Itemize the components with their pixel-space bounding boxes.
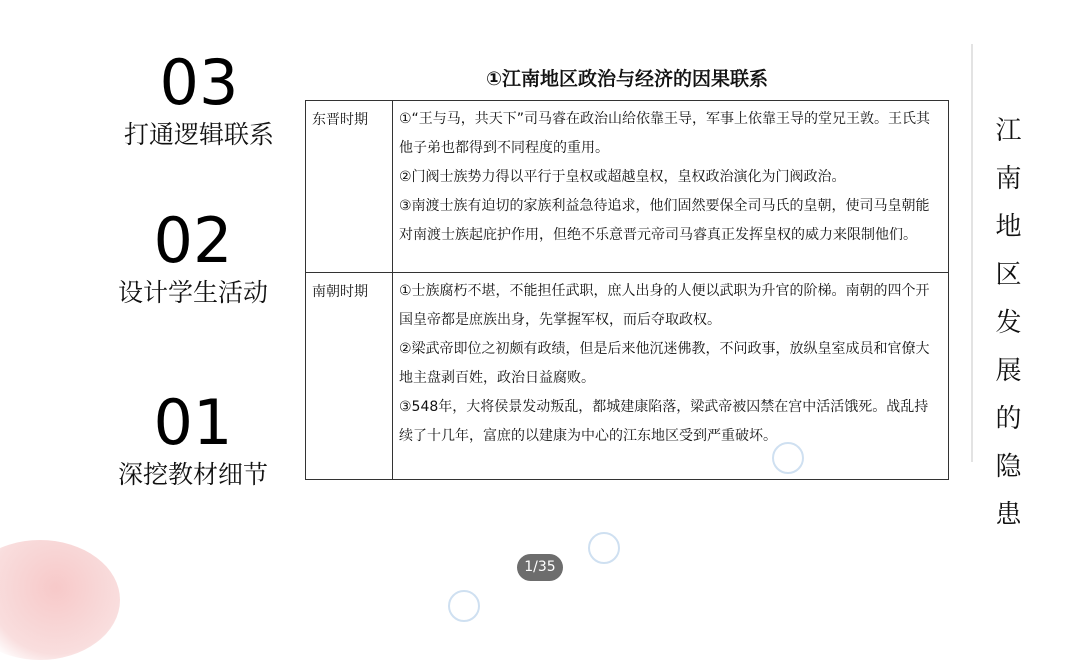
decorative-ring: [588, 532, 620, 564]
section-label: 深挖教材细节: [117, 460, 268, 489]
content-cell: [393, 101, 949, 273]
content-cell: [393, 273, 949, 480]
divider-line: [971, 44, 973, 462]
cause-effect-table: [305, 100, 949, 480]
section-item-02[interactable]: [108, 204, 278, 308]
page-indicator[interactable]: 1/35: [517, 554, 563, 581]
table-title: ①江南地区政治与经济的因果联系: [485, 68, 769, 90]
decorative-ring: [448, 590, 480, 622]
paragraph: ③南渡士族有迫切的家族利益急待追求，他们固然要保全司马氏的皇朝，使司马皇朝能对南渡士族起庇护作用，但绝不乐意晋元帝司马睿真正发挥皇权的威力来限制他们。: [399, 198, 930, 243]
decorative-blob: [0, 540, 120, 660]
table-row: [306, 273, 949, 480]
section-item-01[interactable]: [108, 386, 278, 490]
section-number: 02: [153, 204, 233, 277]
paragraph: ③548年，大将侯景发动叛乱，都城建康陷落，梁武帝被囚禁在宫中活活饿死。战乱持续了十几年，富庶的以建康为中心的江东地区受到严重破坏。: [399, 399, 929, 444]
section-label: 打通逻辑联系: [123, 120, 274, 149]
paragraph: ①“王与马，共天下”司马睿在政治山给依靠王导，军事上依靠王导的堂兄王敦。王氏其他子弟也都得到不同程度的重用。: [399, 111, 931, 156]
section-item-03[interactable]: [110, 46, 288, 150]
period-cell: 东晋时期: [306, 101, 393, 273]
paragraph: ①士族腐朽不堪，不能担任武职，庶人出身的人便以武职为升官的阶梯。南朝的四个开国皇帝都是庶族出身，先掌握军权，而后夺取政权。: [399, 283, 930, 328]
paragraph: ②梁武帝即位之初颇有政绩，但是后来他沉迷佛教，不问政事，放纵皇室成员和官僚大地主盘剥百姓，政治日益腐败。: [399, 341, 930, 386]
section-number: 01: [153, 386, 233, 459]
vertical-title: 江南地区发展的隐患: [991, 116, 1021, 548]
section-number: 03: [159, 46, 239, 119]
table-row: [306, 101, 949, 273]
paragraph: ②门阀士族势力得以平行于皇权或超越皇权，皇权政治演化为门阀政治。: [399, 169, 846, 185]
period-cell: 南朝时期: [306, 273, 393, 480]
section-label: 设计学生活动: [117, 278, 268, 307]
